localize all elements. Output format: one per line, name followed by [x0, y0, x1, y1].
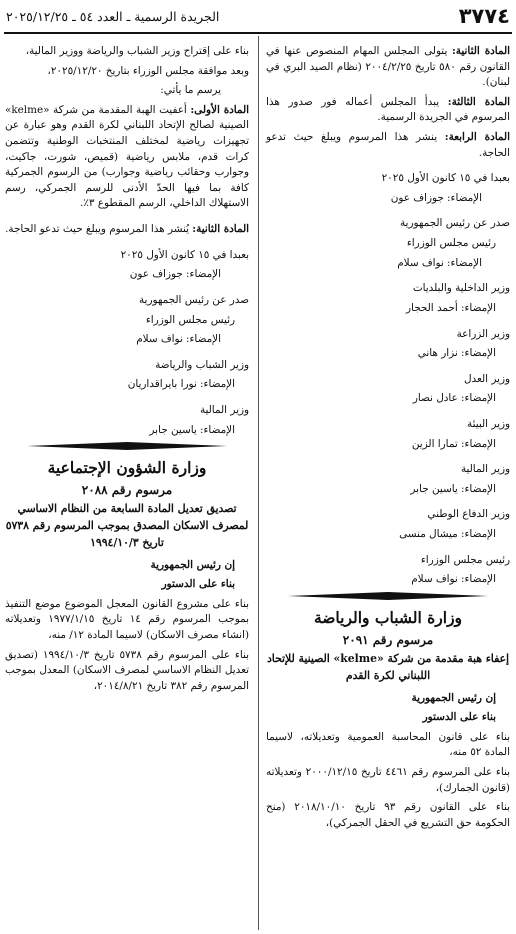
decree-date: بعبدا في ١٥ كانون الأول ٢٠٢٥: [120, 248, 249, 261]
decree-title: إعفاء هبة مقدمة من شركة «kelme» الصينية للإتحاد اللبناني لكرة القدم: [266, 652, 510, 682]
ministry-heading: وزارة الشؤون الإجتماعية: [47, 458, 207, 478]
column-divider: [258, 36, 259, 930]
minister-title: وزير الزراعة: [456, 327, 510, 340]
article-label: المادة الأولى:: [190, 103, 249, 116]
president-signature: الإمضاء: جوزاف عون: [390, 191, 482, 204]
decree-title: تصديق تعديل المادة السابعة من النظام الاساسي لمصرف الاسكان المصدق بموجب المرسوم رقم ٥٧٣٨ تاريخ ١٩٩٤/١٠/٣: [5, 502, 249, 549]
preamble-paragraph: بناء على قانون المحاسبة العمومية وتعديلاته، لاسيما المادة ٥٢ منه،: [266, 730, 510, 759]
minister-title: وزير البيئة: [467, 417, 510, 430]
minister-signature: الإمضاء: عادل نصار: [412, 392, 496, 405]
decree-number: مرسوم رقم ٢٠٩١: [342, 633, 434, 648]
page-header: [4, 4, 512, 30]
minister-signature: الإمضاء: تمارا الزين: [411, 437, 496, 450]
minister-signature: الإمضاء: ياسين جابر: [149, 423, 235, 436]
gazette-title: الجريدة الرسمية ـ العدد ٥٤ ـ ٢٠٢٥/١٢/٢٥: [6, 9, 220, 24]
president-signature: الإمضاء: جوزاف عون: [129, 268, 221, 281]
minister-title: وزير الشباب والرياضة: [155, 358, 249, 371]
pm-signature: الإمضاء: نواف سلام: [136, 333, 221, 346]
minister-signature: الإمضاء: نورا بايراقداريان: [127, 378, 235, 391]
article-label: المادة الثالثة:: [447, 95, 510, 108]
minister-title: وزير العدل: [463, 372, 510, 385]
minister-title: وزير الداخلية والبلديات: [412, 282, 510, 295]
header-rule: [4, 32, 512, 34]
preamble-constitution: بناء على الدستور: [161, 578, 235, 591]
page-number: ٣٧٧٤: [458, 4, 510, 28]
article-text: يبدأ المجلس أعماله فور صدور هذا المرسوم في الجريدة الرسمية.: [266, 95, 510, 124]
section-divider: [288, 592, 488, 600]
preamble-president: إن رئيس الجمهورية: [411, 691, 496, 704]
issued-by: صدر عن رئيس الجمهورية: [138, 293, 249, 306]
preamble-constitution: بناء على الدستور: [422, 711, 496, 724]
article-label: المادة الرابعة:: [444, 131, 510, 144]
article-text: أعفيت الهبة المقدمة من شركة «kelme» الصينية لصالح الإتحاد اللبناني لكرة القدم وهو عبارة عن تجهيزات رياضية لمختلف المنتخبات الوطنية وتتضمن كرات قدم، ملابس رياضية (قميص، شورت، جاكيت، وجوارب وحقائب رياضية وجوارب) من الرسوم الجمركية كافة بما فيها الحدّ الأدنى للرسم الجمركي، رسم الاستهلاك الداخلي، الرسم المقطوع ٣٪.: [5, 103, 249, 210]
pm-title: رئيس مجلس الوزراء: [420, 553, 510, 566]
minister-signature: الإمضاء: ياسين جابر: [410, 482, 496, 495]
pm-signature: الإمضاء: نواف سلام: [397, 256, 482, 269]
article-label: المادة الثانية:: [192, 223, 249, 236]
preamble-paragraph: بناء على المرسوم رقم ٤٤٦١ تاريخ ٢٠٠٠/١٢/١٥ وتعديلاته (قانون الجمارك)،: [266, 766, 511, 794]
pm-signature: الإمضاء: نواف سلام: [411, 573, 496, 586]
article-text: ينشر هذا المرسوم ويبلغ حيث تدعو الحاجة.: [266, 131, 510, 159]
preamble-paragraph: بناء على القانون رقم ٩٣ تاريخ ٢٠١٨/١٠/١٠ (منح الحكومة حق التشريع في الحقل الجمركي)،: [266, 801, 511, 829]
article-4: [266, 130, 510, 161]
minister-signature: الإمضاء: ميشال منسى: [399, 528, 496, 541]
article-2: [266, 44, 510, 91]
minister-signature: الإمضاء: أحمد الحجار: [406, 301, 496, 314]
decree-number: مرسوم رقم ٢٠٨٨: [81, 483, 173, 498]
article-text: يتولى المجلس المهام المنصوص عنها في القانون رقم ٥٨٠ تاريخ ٢٠٠٤/٢/٢٥ (نظام الصيد البري في لبنان).: [266, 45, 510, 89]
article-text: يُنشر هذا المرسوم ويبلغ حيث تدعو الحاجة.: [5, 223, 193, 236]
section-divider: [27, 442, 227, 450]
article-1: [5, 103, 249, 212]
left-column: [5, 44, 249, 699]
right-column: [266, 44, 510, 835]
preamble-paragraph: بناء على المرسوم رقم ٥٧٣٨ تاريخ ١٩٩٤/١٠/٣ (تصديق تعديل النظام الاساسي لمصرف الاسكان) المعدل بموجب المرسوم رقم ٣٨٢ تاريخ ٢٠١٤/٨/٢١،: [5, 648, 250, 692]
article-label: المادة الثانية:: [451, 45, 510, 57]
minister-title: وزير المالية: [460, 463, 510, 476]
pm-title: رئيس مجلس الوزراء: [406, 237, 496, 250]
minister-title: وزير المالية: [199, 403, 249, 416]
minister-title: وزير الدفاع الوطني: [427, 508, 510, 521]
preamble-paragraph: بناء على مشروع القانون المعجل الموضوع موضع التنفيذ بموجب المرسوم رقم ١٤ تاريخ ١٩٧٧/١/١٥ وتعديلاته (انشاء مصرف الاسكان) لاسيما المادة ١٢/ منه،: [5, 597, 250, 642]
decree-formula: يرسم ما يأتي:: [160, 84, 221, 97]
article-3: [266, 95, 510, 126]
preamble-paragraph: بناء على إقتراح وزير الشباب والرياضة ووزير المالية،: [25, 45, 249, 57]
ministry-heading: وزارة الشباب والرياضة: [313, 607, 463, 627]
pm-title: رئيس مجلس الوزراء: [145, 313, 235, 326]
issued-by: صدر عن رئيس الجمهورية: [399, 217, 510, 230]
article-2: [5, 222, 249, 238]
preamble-paragraph: وبعد موافقة مجلس الوزراء بتاريخ ٢٠٢٥/١٢/٢٠،: [47, 64, 249, 77]
decree-date: بعبدا في ١٥ كانون الأول ٢٠٢٥: [381, 172, 510, 185]
minister-signature: الإمضاء: نزار هاني: [417, 347, 496, 360]
preamble-president: إن رئيس الجمهورية: [150, 558, 235, 571]
